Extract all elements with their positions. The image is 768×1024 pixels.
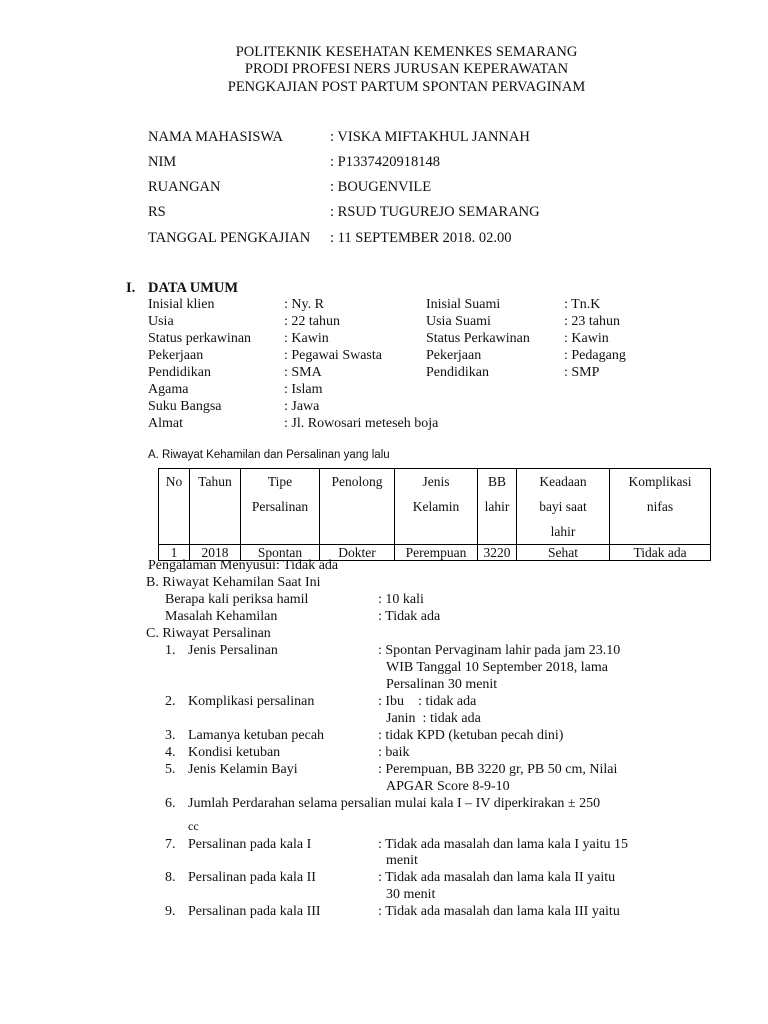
list-value: : Perempuan, BB 3220 gr, PB 50 cm, Nilai [378,762,618,777]
table-cell: Dokter [320,545,395,561]
field-value: : Kawin [284,331,329,346]
identity-label: TANGGAL PENGKAJIAN [148,230,311,246]
list-value-cont: Janin : tidak ada [386,711,481,726]
field-label: Inisial klien [148,297,215,312]
list-number: 1. [165,643,176,658]
obstetric-history-table [158,468,711,561]
field-label: Pekerjaan [426,348,482,363]
list-label: Lamanya ketuban pecah [188,728,325,743]
table-cell: Sehat [517,545,610,561]
list-value: : Tidak ada masalah dan lama kala III yaitu [378,904,620,919]
table-header-row [159,469,711,545]
list-value-cont: WIB Tanggal 10 September 2018, lama [386,660,608,675]
list-label: Jenis Kelamin Bayi [188,762,298,777]
list-number: 9. [165,904,176,919]
table-header-cell [395,469,478,545]
table-header-cell [159,469,190,545]
list-label: Kondisi ketuban [188,745,281,760]
header-text: BB [487,474,506,489]
table-cell: 3220 [478,545,517,561]
field-value: : SMP [564,365,600,380]
list-number: 5. [165,762,176,777]
list-number: 2. [165,694,176,709]
list-number: 3. [165,728,176,743]
field-value: : Islam [284,382,323,397]
identity-value: : P1337420918148 [330,154,440,170]
field-label: Pendidikan [426,365,489,380]
section-c-heading: C. Riwayat Persalinan [146,626,271,641]
list-number: 8. [165,870,176,885]
header-text: Komplikasi [628,474,692,489]
list-value: : Tidak ada masalah dan lama kala II yaitu [378,870,616,885]
header-text: lahir [550,524,576,539]
field-label: Masalah Kehamilan [165,609,278,624]
header-line-1: POLITEKNIK KESEHATAN KEMENKES SEMARANG [235,44,578,60]
header-text: Penolong [331,474,383,489]
field-value: : 22 tahun [284,314,340,329]
field-value: : 23 tahun [564,314,620,329]
header-text: Jenis [422,474,450,489]
field-label: Pendidikan [148,365,211,380]
field-label: Inisial Suami [426,297,501,312]
header-line-3: PENGKAJIAN POST PARTUM SPONTAN PERVAGINAM [227,79,586,95]
list-value-cont: cc [188,819,199,833]
field-value: : 10 kali [378,592,424,607]
list-number: 4. [165,745,176,760]
section-1-title: DATA UMUM [148,280,239,296]
field-value: : Pegawai Swasta [284,348,382,363]
identity-label: NAMA MAHASISWA [148,129,283,145]
table-header-cell [190,469,241,545]
table-header-cell [241,469,320,545]
list-label: Jenis Persalinan [188,643,278,658]
header-text: Tahun [198,474,232,489]
header-text: lahir [484,499,510,514]
header-text: Tipe [267,474,293,489]
header-text: Persalinan [251,499,309,514]
identity-label: RS [148,204,166,220]
field-value: : Tidak ada [378,609,441,624]
section-a-heading: A. Riwayat Kehamilan dan Persalinan yang lalu [148,449,390,461]
section-1-number: I. [126,280,136,296]
list-label: Komplikasi persalinan [188,694,315,709]
field-label: Berapa kali periksa hamil [165,592,309,607]
list-value: : Spontan Pervaginam lahir pada jam 23.10 [378,643,621,658]
breastfeeding-experience: Pengalaman Menyusui: Tidak ada [148,558,339,573]
list-value-cont: 30 menit [386,887,436,902]
list-number: 6. [165,796,176,811]
field-value: : Ny. R [284,297,324,312]
list-value: : Ibu : tidak ada [378,694,477,709]
list-label: Persalinan pada kala I [188,837,312,852]
field-value: : Kawin [564,331,609,346]
field-value: : Pedagang [564,348,626,363]
table-cell: Tidak ada [610,545,711,561]
table-header-cell [320,469,395,545]
field-value: : Tn.K [564,297,601,312]
list-value-cont: APGAR Score 8-9-10 [386,779,510,794]
field-value: : Jawa [284,399,320,414]
table-cell: 1 [159,545,190,561]
list-value: : tidak KPD (ketuban pecah dini) [378,728,564,743]
identity-value: : VISKA MIFTAKHUL JANNAH [330,129,530,145]
field-label: Agama [148,382,189,397]
list-value-cont: Persalinan 30 menit [386,677,498,692]
table-cell: 2018 [190,545,241,561]
table-header-cell [478,469,517,545]
identity-value: : RSUD TUGUREJO SEMARANG [330,204,540,220]
section-b-heading: B. Riwayat Kehamilan Saat Ini [146,575,321,590]
field-label: Pekerjaan [148,348,204,363]
field-value: : SMA [284,365,322,380]
list-value: : baik [378,745,410,760]
field-label: Almat [148,416,183,431]
header-line-2: PRODI PROFESI NERS JURUSAN KEPERAWATAN [244,61,569,77]
header-text: nifas [646,499,674,514]
list-value: : Tidak ada masalah dan lama kala I yaitu 15 [378,837,628,852]
header-text: bayi saat [539,499,587,514]
field-value: : Jl. Rowosari meteseh boja [284,416,439,431]
field-label: Suku Bangsa [148,399,222,414]
list-label: Persalinan pada kala II [188,870,316,885]
header-text: Kelamin [412,499,460,514]
field-label: Status Perkawinan [426,331,530,346]
field-label: Status perkawinan [148,331,252,346]
identity-value: : 11 SEPTEMBER 2018. 02.00 [330,230,512,246]
list-value-cont: menit [386,853,418,868]
table-cell: Perempuan [395,545,478,561]
list-label: Persalinan pada kala III [188,904,321,919]
header-text: Keadaan [539,474,587,489]
table-header-cell [517,469,610,545]
header-text: No [165,474,183,489]
identity-value: : BOUGENVILE [330,179,432,195]
field-label: Usia [148,314,174,329]
list-number: 7. [165,837,176,852]
list-label: Jumlah Perdarahan selama persalian mulai kala I – IV diperkirakan ± 250 [188,796,601,811]
table-cell: Spontan [241,545,320,561]
identity-label: NIM [148,154,177,170]
field-label: Usia Suami [426,314,491,329]
identity-label: RUANGAN [148,179,221,195]
table-header-cell [610,469,711,545]
